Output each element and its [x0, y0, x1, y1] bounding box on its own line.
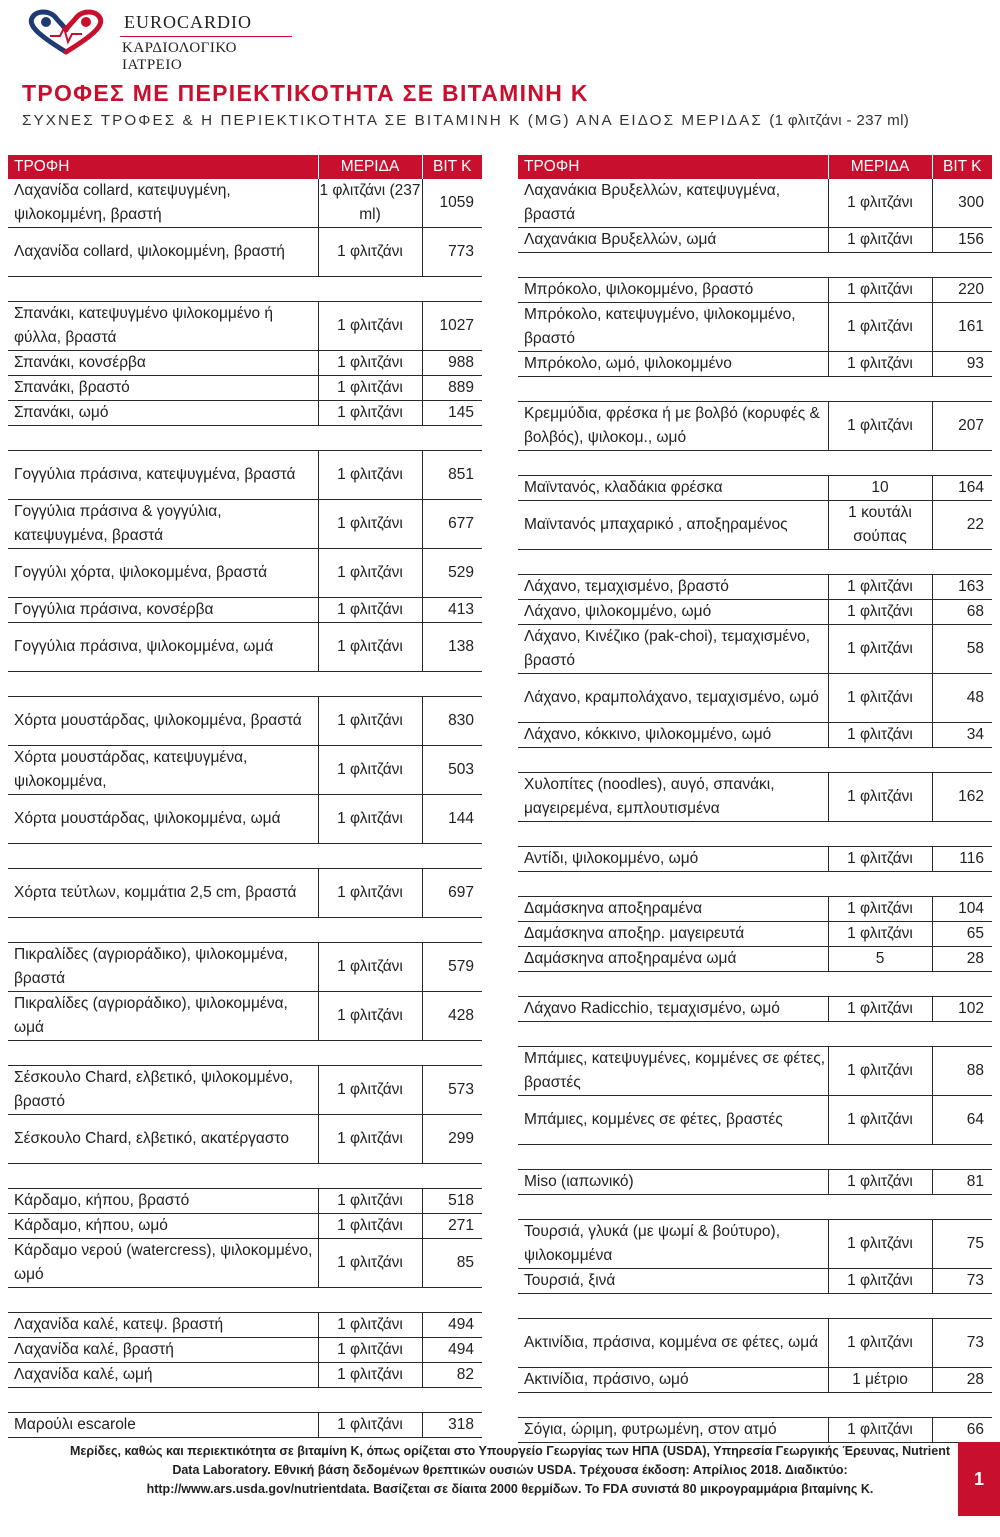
table-row	[518, 773, 992, 822]
food-cell: Σόγια, ώριμη, φυτρωμένη, στον ατμό	[518, 1418, 828, 1443]
table-row	[518, 501, 992, 550]
spacer-cell	[518, 822, 992, 847]
food-cell: Λάχανο, ψιλοκομμένο, ωμό	[518, 600, 828, 625]
food-cell: Μπρόκολο, ωμό, ψιλοκομμένο	[518, 352, 828, 377]
brand-logo	[20, 6, 280, 73]
vitk-cell: 889	[422, 376, 482, 401]
vitk-cell: 64	[932, 1096, 992, 1145]
table-row	[518, 723, 992, 748]
spacer-row	[518, 748, 992, 773]
vitk-cell: 28	[932, 947, 992, 972]
vitk-cell: 1059	[422, 179, 482, 228]
spacer-row	[518, 550, 992, 575]
portion-cell: 5	[828, 947, 932, 972]
portion-cell: 1 φλιτζάνι	[828, 600, 932, 625]
portion-cell: 1 φλιτζάνι	[828, 1096, 932, 1145]
portion-cell: 1 φλιτζάνι	[318, 549, 422, 598]
spacer-cell	[8, 1164, 482, 1189]
portion-cell: 1 φλιτζάνι	[318, 451, 422, 500]
vitk-cell: 104	[932, 897, 992, 922]
source-footnote: Μερίδες, καθώς και περιεκτικότητα σε βιταμίνη Κ, όπως ορίζεται στο Υπουργείο Γεωργίας των ΗΠΑ (USDA), Υπηρεσία Γεωργικής Έρευνας, Nutrient Data Laboratory. Εθνική βάση δεδομένων θρεπτικών ουσιών USDA. Τρέχουσα έκδοση: Απρίλιος 2018. Διαδικτύο: http://www.ars.usda.gov/nutrientdata. Βασίζεται σε δίαιτα 2000 θερμίδων. Το FDA συνιστά 80 μικρογραμμάρια βιταμίνης Κ.	[69, 1444, 950, 1496]
spacer-cell	[518, 1294, 992, 1319]
spacer-row	[8, 844, 482, 869]
table-row	[8, 992, 482, 1041]
food-cell: Αντίδι, ψιλοκομμένο, ωμό	[518, 847, 828, 872]
portion-cell: 1 φλιτζάνι	[828, 625, 932, 674]
portion-cell: 1 φλιτζάνι	[828, 723, 932, 748]
vitk-cell: 428	[422, 992, 482, 1041]
table-row	[8, 1313, 482, 1338]
vitk-cell: 93	[932, 352, 992, 377]
spacer-row	[518, 872, 992, 897]
table-row	[518, 228, 992, 253]
page-title: ΤΡΟΦΕΣ ΜΕ ΠΕΡΙΕΚΤΙΚΟΤΗΤΑ ΣΕ ΒΙΤΑΜΙΝΗ Κ	[22, 80, 589, 106]
portion-cell: 1 φλιτζάνι	[318, 1413, 422, 1438]
table-row	[8, 598, 482, 623]
vitk-cell: 144	[422, 795, 482, 844]
portion-cell: 1 φλιτζάνι	[318, 1239, 422, 1288]
vitk-cell: 300	[932, 179, 992, 228]
table-row	[8, 179, 482, 228]
spacer-row	[8, 1041, 482, 1066]
spacer-row	[518, 451, 992, 476]
table-row	[8, 1115, 482, 1164]
portion-cell: 1 κουτάλι σούπας	[828, 501, 932, 550]
spacer-cell	[8, 1288, 482, 1313]
vitk-cell: 156	[932, 228, 992, 253]
portion-cell: 1 φλιτζάνι	[318, 697, 422, 746]
header-vitk: ΒΙΤ Κ	[932, 155, 992, 179]
vitk-cell: 271	[422, 1214, 482, 1239]
food-cell: Σπανάκι, κονσέρβα	[8, 351, 318, 376]
table-row	[518, 625, 992, 674]
spacer-cell	[518, 1393, 992, 1418]
food-cell: Γογγύλι χόρτα, ψιλοκομμένα, βραστά	[8, 549, 318, 598]
table-row	[518, 278, 992, 303]
vitk-cell: 34	[932, 723, 992, 748]
food-cell: Χόρτα μουστάρδας, ψιλοκομμένα, βραστά	[8, 697, 318, 746]
vitamin-k-table-right	[518, 155, 992, 1443]
vitk-cell: 66	[932, 1418, 992, 1443]
vitk-cell: 573	[422, 1066, 482, 1115]
portion-cell: 1 φλιτζάνι	[828, 352, 932, 377]
vitk-cell: 677	[422, 500, 482, 549]
table-row	[8, 1214, 482, 1239]
table-row	[8, 1413, 482, 1438]
table-row	[518, 1319, 992, 1368]
table-row	[8, 549, 482, 598]
food-cell: Σπανάκι, κατεψυγμένο ψιλοκομμένο ή φύλλα, βραστά	[8, 302, 318, 351]
vitk-cell: 851	[422, 451, 482, 500]
spacer-cell	[518, 253, 992, 278]
spacer-cell	[8, 918, 482, 943]
portion-cell: 1 φλιτζάνι	[318, 1313, 422, 1338]
table-row	[518, 1368, 992, 1393]
food-cell: Γογγύλια πράσινα, κατεψυγμένα, βραστά	[8, 451, 318, 500]
table-row	[518, 997, 992, 1022]
table-row	[8, 795, 482, 844]
food-cell: Γογγύλια πράσινα, ψιλοκομμένα, ωμά	[8, 623, 318, 672]
food-cell: Χόρτα μουστάρδας, κατεψυγμένα, ψιλοκομμένα,	[8, 746, 318, 795]
food-cell: Λαχανίδα καλέ, ωμή	[8, 1363, 318, 1388]
portion-cell: 10	[828, 476, 932, 501]
vitamin-k-table-left	[8, 155, 482, 1438]
table-row	[8, 746, 482, 795]
vitk-cell: 318	[422, 1413, 482, 1438]
portion-cell: 1 φλιτζάνι	[318, 376, 422, 401]
spacer-cell	[8, 1041, 482, 1066]
spacer-cell	[8, 277, 482, 302]
portion-cell: 1 φλιτζάνι	[828, 922, 932, 947]
spacer-row	[8, 426, 482, 451]
food-cell: Μαϊντανός, κλαδάκια φρέσκα	[518, 476, 828, 501]
spacer-row	[518, 1294, 992, 1319]
food-cell: Σέσκουλο Chard, ελβετικό, ακατέργαστο	[8, 1115, 318, 1164]
spacer-cell	[8, 672, 482, 697]
table-row	[518, 352, 992, 377]
spacer-row	[518, 377, 992, 402]
portion-cell: 1 μέτριο	[828, 1368, 932, 1393]
table-row	[8, 302, 482, 351]
vitk-cell: 494	[422, 1313, 482, 1338]
food-cell: Λάχανο, τεμαχισμένο, βραστό	[518, 575, 828, 600]
spacer-cell	[518, 451, 992, 476]
portion-cell: 1 φλιτζάνι	[828, 1170, 932, 1195]
table-row	[518, 847, 992, 872]
vitk-cell: 518	[422, 1189, 482, 1214]
portion-cell: 1 φλιτζάνι	[828, 179, 932, 228]
table-row	[518, 1220, 992, 1269]
spacer-row	[8, 672, 482, 697]
vitk-cell: 28	[932, 1368, 992, 1393]
vitk-cell: 65	[932, 922, 992, 947]
food-cell: Χυλοπίτες (noodles), αυγό, σπανάκι, μαγειρεμένα, εμπλουτισμένα	[518, 773, 828, 822]
vitk-cell: 88	[932, 1047, 992, 1096]
portion-cell: 1 φλιτζάνι	[318, 598, 422, 623]
food-cell: Ακτινίδια, πράσινο, ωμό	[518, 1368, 828, 1393]
vitk-cell: 579	[422, 943, 482, 992]
spacer-cell	[518, 872, 992, 897]
vitk-cell: 773	[422, 228, 482, 277]
table-row	[8, 500, 482, 549]
vitk-cell: 138	[422, 623, 482, 672]
food-cell: Μπάμιες, κομμένες σε φέτες, βραστές	[518, 1096, 828, 1145]
table-row	[518, 1170, 992, 1195]
brand-name: EUROCARDIO	[124, 12, 253, 32]
spacer-row	[8, 277, 482, 302]
food-cell: Κάρδαμο νερού (watercress), ψιλοκομμένο, ωμό	[8, 1239, 318, 1288]
subtitle-main: ΣΥΧΝΕΣ ΤΡΟΦΕΣ & Η ΠΕΡΙΕΚΤΙΚΟΤΗΤΑ ΣΕ ΒΙΤΑΜΙΝΗ Κ (MG) ΑΝΑ ΕΙΔΟΣ ΜΕΡΙΔΑΣ	[22, 112, 763, 129]
food-cell: Πικραλίδες (αγριοράδικο), ψιλοκομμένα, ωμά	[8, 992, 318, 1041]
food-cell: Σέσκουλο Chard, ελβετικό, ψιλοκομμένο, βραστό	[8, 1066, 318, 1115]
vitk-cell: 162	[932, 773, 992, 822]
vitk-cell: 494	[422, 1338, 482, 1363]
header-food: ΤΡΟΦΗ	[8, 155, 318, 179]
food-cell: Χόρτα τεύτλων, κομμάτια 2,5 cm, βραστά	[8, 869, 318, 918]
food-cell: Κάρδαμο, κήπου, βραστό	[8, 1189, 318, 1214]
vitk-cell: 82	[422, 1363, 482, 1388]
spacer-row	[518, 822, 992, 847]
food-cell: Σπανάκι, βραστό	[8, 376, 318, 401]
portion-cell: 1 φλιτζάνι	[318, 302, 422, 351]
vitk-cell: 85	[422, 1239, 482, 1288]
table-row	[8, 1338, 482, 1363]
vitk-cell: 48	[932, 674, 992, 723]
spacer-row	[8, 1388, 482, 1413]
table-row	[8, 228, 482, 277]
vitk-cell: 145	[422, 401, 482, 426]
portion-cell: 1 φλιτζάνι	[828, 1319, 932, 1368]
table-row	[518, 674, 992, 723]
table-row	[518, 402, 992, 451]
food-cell: Λάχανο, κόκκινο, ψιλοκομμένο, ωμό	[518, 723, 828, 748]
spacer-row	[8, 918, 482, 943]
vitk-cell: 116	[932, 847, 992, 872]
portion-cell: 1 φλιτζάνι	[828, 402, 932, 451]
portion-cell: 1 φλιτζάνι	[318, 1066, 422, 1115]
food-cell: Λαχανίδα collard, ψιλοκομμένη, βραστή	[8, 228, 318, 277]
food-cell: Τουρσιά, γλυκά (με ψωμί & βούτυρο), ψιλοκομμένα	[518, 1220, 828, 1269]
vitk-cell: 73	[932, 1319, 992, 1368]
table-row	[8, 623, 482, 672]
spacer-row	[518, 972, 992, 997]
food-cell: Σπανάκι, ωμό	[8, 401, 318, 426]
table-row	[518, 922, 992, 947]
table-row	[518, 476, 992, 501]
portion-cell: 1 φλιτζάνι	[318, 401, 422, 426]
portion-cell: 1 φλιτζάνι	[828, 773, 932, 822]
portion-cell: 1 φλιτζάνι	[828, 1269, 932, 1294]
portion-cell: 1 φλιτζάνι	[828, 575, 932, 600]
spacer-cell	[518, 972, 992, 997]
vitk-cell: 164	[932, 476, 992, 501]
vitk-cell: 207	[932, 402, 992, 451]
table-row	[518, 1269, 992, 1294]
portion-cell: 1 φλιτζάνι	[318, 500, 422, 549]
spacer-cell	[8, 844, 482, 869]
portion-cell: 1 φλιτζάνι	[318, 795, 422, 844]
vitk-cell: 988	[422, 351, 482, 376]
portion-cell: 1 φλιτζάνι (237 ml)	[318, 179, 422, 228]
portion-cell: 1 φλιτζάνι	[318, 992, 422, 1041]
header-portion: ΜΕΡΙΔΑ	[318, 155, 422, 179]
vitk-cell: 75	[932, 1220, 992, 1269]
spacer-row	[518, 1195, 992, 1220]
portion-cell: 1 φλιτζάνι	[318, 228, 422, 277]
food-cell: Λαχανίδα collard, κατεψυγμένη, ψιλοκομμένη, βραστή	[8, 179, 318, 228]
subtitle-portion: (1 φλιτζάνι - 237 ml)	[769, 112, 910, 129]
food-cell: Χόρτα μουστάρδας, ψιλοκομμένα, ωμά	[8, 795, 318, 844]
food-cell: Λάχανο Radicchio, τεμαχισμένο, ωμό	[518, 997, 828, 1022]
table-row	[8, 401, 482, 426]
vitk-cell: 299	[422, 1115, 482, 1164]
table-row	[518, 947, 992, 972]
portion-cell: 1 φλιτζάνι	[318, 1214, 422, 1239]
food-cell: Λάχανο, κραμπολάχανο, τεμαχισμένο, ωμό	[518, 674, 828, 723]
spacer-cell	[518, 550, 992, 575]
food-cell: Τουρσιά, ξινά	[518, 1269, 828, 1294]
page-number: 1	[958, 1442, 1000, 1516]
food-cell: Μπρόκολο, ψιλοκομμένο, βραστό	[518, 278, 828, 303]
food-cell: Πικραλίδες (αγριοράδικο), ψιλοκομμένα, βραστά	[8, 943, 318, 992]
vitk-cell: 73	[932, 1269, 992, 1294]
spacer-cell	[8, 1388, 482, 1413]
table-row	[518, 897, 992, 922]
food-cell: Μπρόκολο, κατεψυγμένο, ψιλοκομμένο, βραστό	[518, 303, 828, 352]
food-cell: Λαχανάκια Βρυξελλών, ωμά	[518, 228, 828, 253]
food-cell: Δαμάσκηνα αποξηραμένα ωμά	[518, 947, 828, 972]
portion-cell: 1 φλιτζάνι	[828, 847, 932, 872]
food-cell: Κρεμμύδια, φρέσκα ή με βολβό (κορυφές & βολβός), ψιλοκομ., ωμό	[518, 402, 828, 451]
table-row	[8, 376, 482, 401]
vitk-cell: 102	[932, 997, 992, 1022]
portion-cell: 1 φλιτζάνι	[318, 943, 422, 992]
portion-cell: 1 φλιτζάνι	[318, 1338, 422, 1363]
vitk-cell: 22	[932, 501, 992, 550]
table-row	[518, 1096, 992, 1145]
spacer-row	[518, 253, 992, 278]
table-row	[518, 575, 992, 600]
spacer-row	[8, 1288, 482, 1313]
table-row	[8, 451, 482, 500]
vitk-cell: 529	[422, 549, 482, 598]
table-row	[8, 1363, 482, 1388]
portion-cell: 1 φλιτζάνι	[828, 1418, 932, 1443]
food-cell: Κάρδαμο, κήπου, ωμό	[8, 1214, 318, 1239]
table-row	[8, 943, 482, 992]
food-cell: Ακτινίδια, πράσινα, κομμένα σε φέτες, ωμά	[518, 1319, 828, 1368]
food-cell: Λάχανο, Κινέζικο (pak-choi), τεμαχισμένο, βραστό	[518, 625, 828, 674]
spacer-row	[518, 1145, 992, 1170]
portion-cell: 1 φλιτζάνι	[828, 228, 932, 253]
spacer-row	[518, 1022, 992, 1047]
food-cell: Μπάμιες, κατεψυγμένες, κομμένες σε φέτες, βραστές	[518, 1047, 828, 1096]
food-cell: Δαμάσκηνα αποξηρ. μαγειρευτά	[518, 922, 828, 947]
spacer-cell	[518, 748, 992, 773]
table-row	[518, 179, 992, 228]
food-cell: Λαχανίδα καλέ, κατεψ. βραστή	[8, 1313, 318, 1338]
portion-cell: 1 φλιτζάνι	[318, 1115, 422, 1164]
vitk-cell: 163	[932, 575, 992, 600]
food-cell: Μαρούλι escarole	[8, 1413, 318, 1438]
vitk-cell: 503	[422, 746, 482, 795]
portion-cell: 1 φλιτζάνι	[828, 1047, 932, 1096]
portion-cell: 1 φλιτζάνι	[318, 1189, 422, 1214]
food-cell: Λαχανάκια Βρυξελλών, κατεψυγμένα, βραστά	[518, 179, 828, 228]
portion-cell: 1 φλιτζάνι	[828, 897, 932, 922]
vitk-cell: 220	[932, 278, 992, 303]
portion-cell: 1 φλιτζάνι	[318, 746, 422, 795]
portion-cell: 1 φλιτζάνι	[318, 1363, 422, 1388]
portion-cell: 1 φλιτζάνι	[318, 623, 422, 672]
food-cell: Miso (ιαπωνικό)	[518, 1170, 828, 1195]
header-vitk: ΒΙΤ Κ	[422, 155, 482, 179]
spacer-cell	[518, 1022, 992, 1047]
portion-cell: 1 φλιτζάνι	[318, 351, 422, 376]
portion-cell: 1 φλιτζάνι	[828, 278, 932, 303]
header-portion: ΜΕΡΙΔΑ	[828, 155, 932, 179]
spacer-cell	[8, 426, 482, 451]
brand-divider	[120, 36, 292, 37]
food-cell: Γογγύλια πράσινα, κονσέρβα	[8, 598, 318, 623]
food-cell: Λαχανίδα καλέ, βραστή	[8, 1338, 318, 1363]
table-row	[8, 697, 482, 746]
portion-cell: 1 φλιτζάνι	[828, 303, 932, 352]
food-cell: Γογγύλια πράσινα & γογγύλια, κατεψυγμένα, βραστά	[8, 500, 318, 549]
table-row	[8, 1189, 482, 1214]
portion-cell: 1 φλιτζάνι	[318, 869, 422, 918]
spacer-cell	[518, 1145, 992, 1170]
spacer-cell	[518, 1195, 992, 1220]
vitk-cell: 413	[422, 598, 482, 623]
brand-subtitle: ΚΑΡΔΙΟΛΟΓΙΚΟ ΙΑΤΡΕΙΟ	[122, 40, 237, 73]
food-cell: Μαϊντανός μπαχαρικό , αποξηραμένος	[518, 501, 828, 550]
vitk-cell: 81	[932, 1170, 992, 1195]
table-row	[518, 1047, 992, 1096]
vitk-cell: 697	[422, 869, 482, 918]
vitk-cell: 58	[932, 625, 992, 674]
spacer-cell	[518, 377, 992, 402]
vitk-cell: 1027	[422, 302, 482, 351]
food-cell: Δαμάσκηνα αποξηραμένα	[518, 897, 828, 922]
table-row	[8, 1239, 482, 1288]
vitk-cell: 830	[422, 697, 482, 746]
table-row	[8, 869, 482, 918]
table-row	[8, 351, 482, 376]
portion-cell: 1 φλιτζάνι	[828, 1220, 932, 1269]
header-food: ΤΡΟΦΗ	[518, 155, 828, 179]
portion-cell: 1 φλιτζάνι	[828, 997, 932, 1022]
table-row	[518, 1418, 992, 1443]
spacer-row	[518, 1393, 992, 1418]
table-row	[8, 1066, 482, 1115]
table-row	[518, 303, 992, 352]
vitk-cell: 68	[932, 600, 992, 625]
table-row	[518, 600, 992, 625]
spacer-row	[8, 1164, 482, 1189]
portion-cell: 1 φλιτζάνι	[828, 674, 932, 723]
page-subtitle	[22, 112, 909, 129]
heart-logo-icon	[20, 8, 112, 56]
vitk-cell: 161	[932, 303, 992, 352]
